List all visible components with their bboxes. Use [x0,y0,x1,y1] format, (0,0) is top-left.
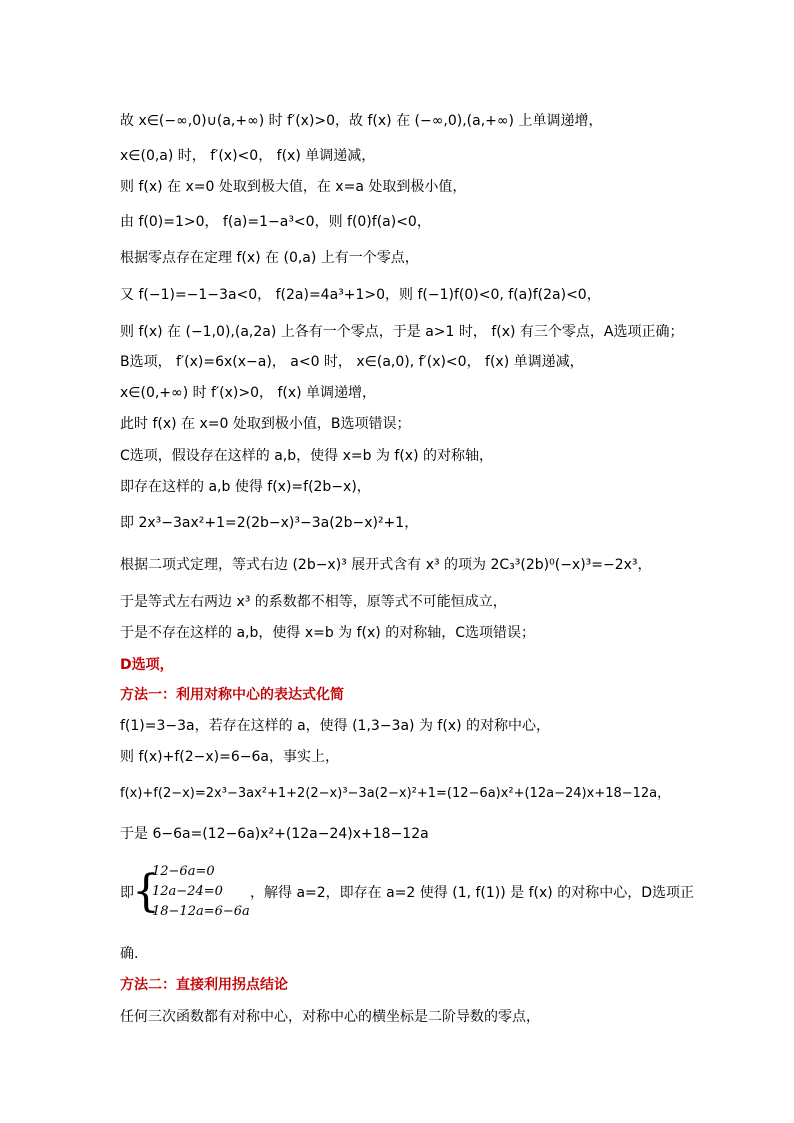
text-line-2: x∈(0,a) 时， f′(x)<0， f(x) 单调递减， [120,148,376,164]
text-line-3: 则 f(x) 在 x=0 处取到极大值，在 x=a 处取到极小值， [120,179,467,195]
text-line-11: C选项，假设存在这样的 a,b，使得 x=b 为 f(x) 的对称轴， [120,448,493,464]
text-line-9: x∈(0,+∞) 时 f′(x)>0， f(x) 单调递增， [120,385,377,401]
text-line-7: 则 f(x) 在 (−1,0),(a,2a) 上各有一个零点，于是 a>1 时， f(x) 有三个零点，A选项正确； [120,324,684,340]
method-one-heading: 方法一：利用对称中心的表达式化简 [120,687,344,703]
text-line-15: 于是等式左右两边 x³ 的系数都不相等，原等式不可能恒成立， [120,594,507,610]
method-two-heading: 方法二：直接利用拐点结论 [120,977,288,993]
text-line-6: 又 f(−1)=−1−3a<0， f(2a)=4a³+1>0，则 f(−1)f(0)<0, f(a)f(2a)<0， [120,287,601,303]
text-line-19: f(1)=3−3a，若存在这样的 a，使得 (1,3−3a) 为 f(x) 的对称中心， [120,718,550,734]
text-line-21: f(x)+f(2−x)=2x³−3ax²+1+2(2−x)³−3a(2−x)²+1=(12−6a)x²+(12a−24)x+18−12a， [120,786,671,801]
brace-symbol: { [132,866,160,917]
text-line-22: 于是 6−6a=(12−6a)x²+(12a−24)x+18−12a [120,826,429,842]
text-line-5: 根据零点存在定理 f(x) 在 (0,a) 上有一个零点， [120,250,419,266]
equation-system [120,862,694,926]
text-line-10: 此时 f(x) 在 x=0 处取到极小值，B选项错误； [120,416,411,432]
system-prefix: 即 [120,885,134,901]
text-line-13: 即 2x³−3ax²+1=2(2b−x)³−3a(2b−x)²+1， [120,515,419,531]
system-tail: ，解得 a=2，即存在 a=2 使得 (1, f(1)) 是 f(x) 的对称中心，D选项正 [250,885,694,901]
system-eq-3: 18−12a=6−6a [152,904,250,919]
section-label-d: D选项， [120,657,174,673]
text-line-12: 即存在这样的 a,b 使得 f(x)=f(2b−x)， [120,479,371,495]
text-line-20: 则 f(x)+f(2−x)=6−6a，事实上， [120,749,339,765]
text-line-26: 任何三次函数都有对称中心，对称中心的横坐标是二阶导数的零点， [120,1009,540,1025]
system-eq-2: 12a−24=0 [152,884,223,899]
text-line-14: 根据二项式定理，等式右边 (2b−x)³ 展开式含有 x³ 的项为 2C₃³(2b)⁰(−x)³=−2x³， [120,557,652,573]
text-line-1: 故 x∈(−∞,0)∪(a,+∞) 时 f′(x)>0，故 f(x) 在 (−∞,0),(a,+∞) 上单调递增， [120,113,603,129]
text-line-24: 确. [120,946,139,962]
text-line-4: 由 f(0)=1>0， f(a)=1−a³<0，则 f(0)f(a)<0， [120,214,431,230]
text-line-8: B选项， f′(x)=6x(x−a)， a<0 时， x∈(a,0), f′(x)<0， f(x) 单调递减， [120,354,584,370]
text-line-16: 于是不存在这样的 a,b，使得 x=b 为 f(x) 的对称轴，C选项错误； [120,625,535,641]
system-eq-1: 12−6a=0 [152,864,215,879]
